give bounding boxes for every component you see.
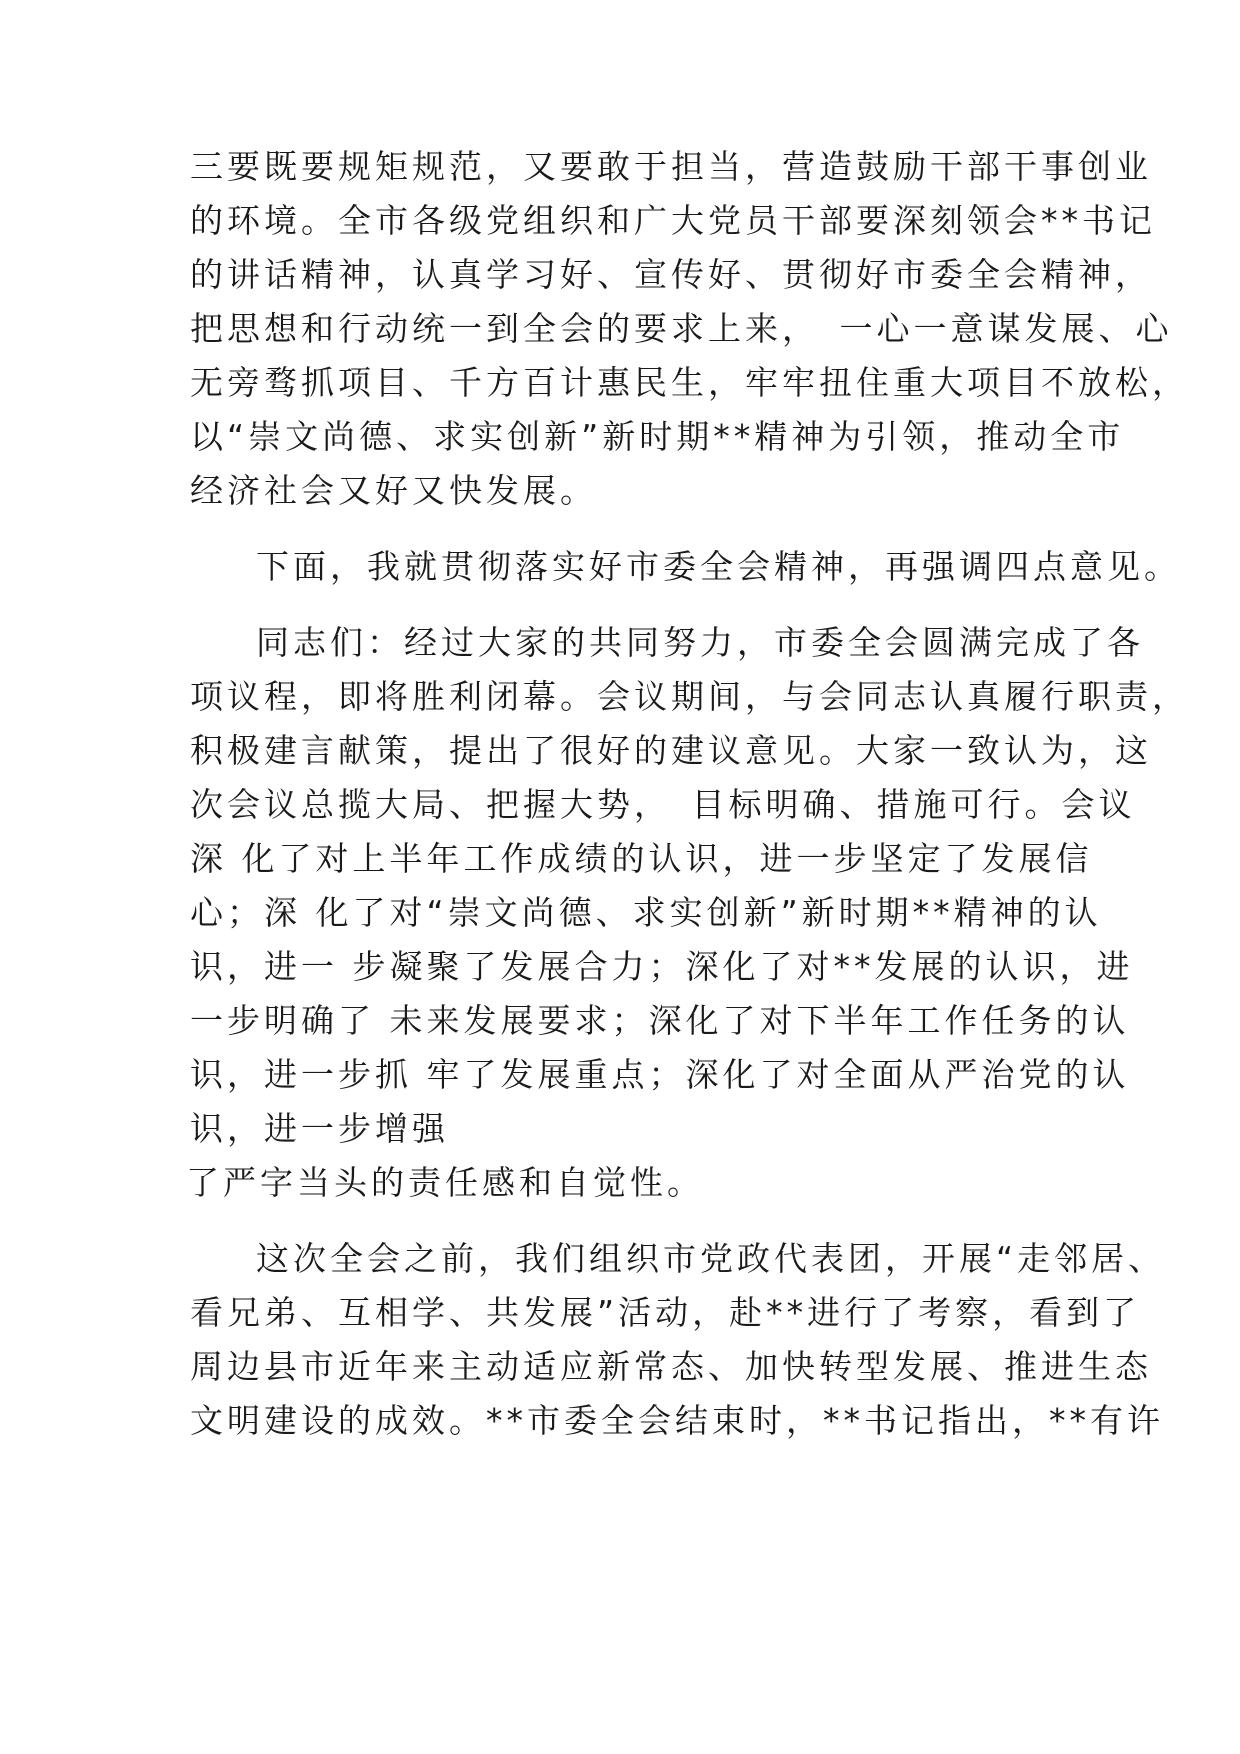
paragraph-spacer	[190, 1210, 1070, 1232]
text-line: 识，进一步抓 牢了发展重点；深化了对全面从严治党的认	[190, 1055, 1130, 1094]
text-line: 无旁骛抓项目、千方百计惠民生，牢牢扭住重大项目不放松，	[190, 363, 1189, 402]
text-line: 的讲话精神，认真学习好、宣传好、贯彻好市委全会精神，	[190, 255, 1152, 294]
text-line: 同志们：经过大家的共同努力，市委全会圆满完成了各	[256, 623, 1144, 662]
text-line: 这次全会之前，我们组织市党政代表团，开展“走邻居、	[256, 1239, 1166, 1278]
text-line: 深 化了对上半年工作成绩的认识，进一步坚定了发展信	[190, 839, 1093, 878]
text-line: 看兄弟、互相学、共发展”活动，赴**进行了考察，看到了	[190, 1293, 1141, 1332]
paragraph-spacer	[190, 594, 1070, 616]
text-line: 下面，我就贯彻落实好市委全会精神，再强调四点意见。	[256, 547, 1181, 586]
text-line: 一步明确了 未来发展要求；深化了对下半年工作任务的认	[190, 1001, 1130, 1040]
text-line: 文明建设的成效。**市委全会结束时，**书记指出，**有许	[190, 1401, 1164, 1440]
text-line: 了严字当头的责任感和自觉性。	[186, 1163, 704, 1202]
document-body	[186, 140, 1189, 1448]
text-line: 积极建言献策，提出了很好的建议意见。大家一致认为，这	[190, 731, 1152, 770]
text-line: 心；深 化了对“崇文尚德、求实创新”新时期**精神的认	[190, 893, 1102, 932]
paragraph	[190, 540, 1181, 594]
text-line: 的环境。全市各级党组织和广大党员干部要深刻领会**书记	[190, 201, 1156, 240]
text-line: 次会议总揽大局、把握大势， 目标明确、措施可行。会议	[190, 785, 1136, 824]
text-line: 周边县市近年来主动适应新常态、加快转型发展、推进生态	[190, 1347, 1152, 1386]
text-line: 经济社会又好又快发展。	[190, 471, 597, 510]
text-line: 项议程，即将胜利闭幕。会议期间，与会同志认真履行职责，	[190, 677, 1189, 716]
text-line: 把思想和行动统一到全会的要求上来， 一心一意谋发展、心	[190, 309, 1173, 348]
text-line: 识，进一步增强	[190, 1109, 449, 1148]
paragraph	[190, 140, 1189, 518]
paragraph	[190, 1232, 1166, 1448]
text-line: 三要既要规矩规范，又要敢于担当，营造鼓励干部干事创业	[190, 147, 1152, 186]
paragraph-spacer	[190, 518, 1070, 540]
paragraph	[186, 616, 1189, 1210]
text-line: 识，进一 步凝聚了发展合力；深化了对**发展的认识，进	[190, 947, 1134, 986]
text-line: 以“崇文尚德、求实创新”新时期**精神为引领，推动全市	[190, 417, 1125, 456]
